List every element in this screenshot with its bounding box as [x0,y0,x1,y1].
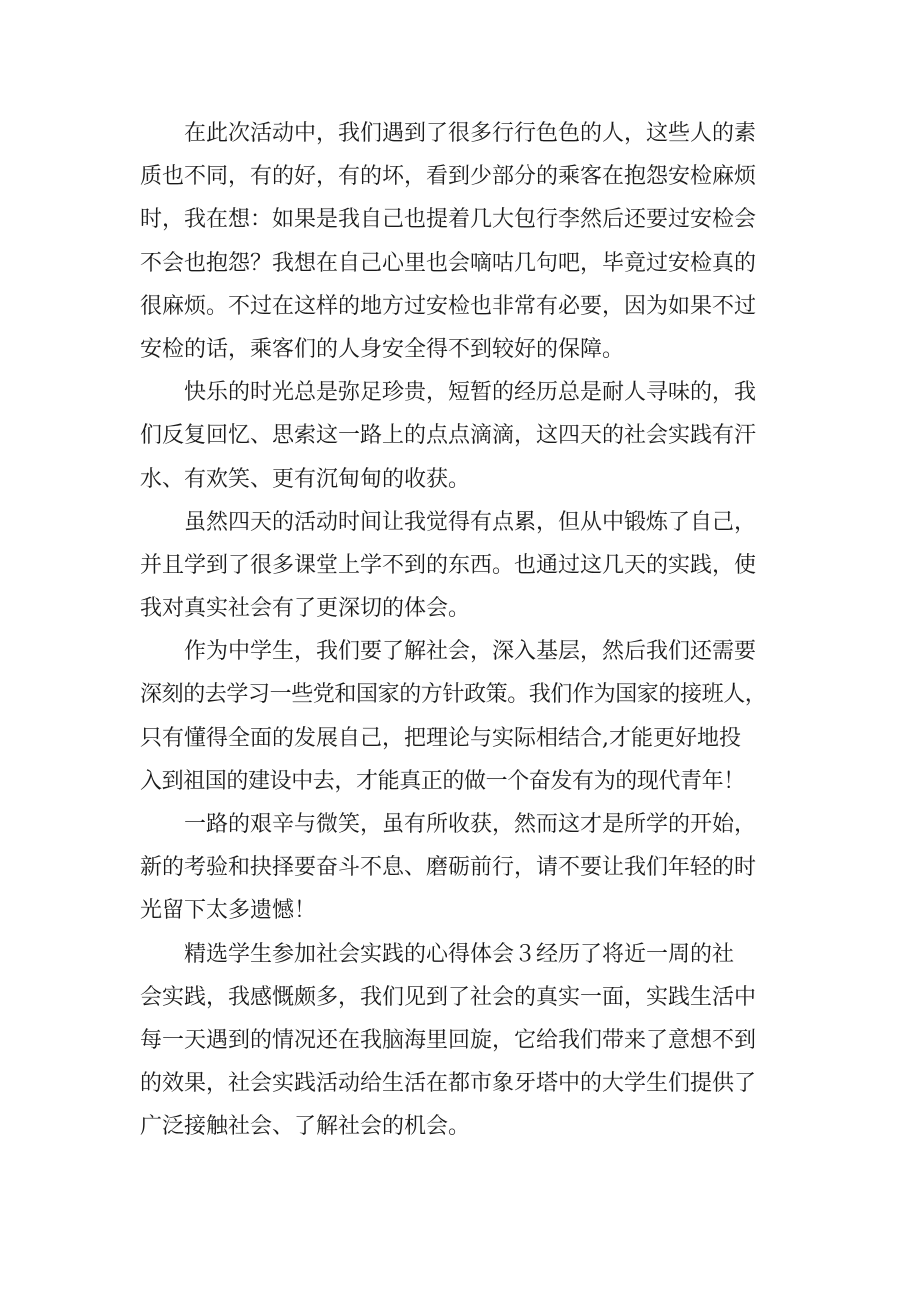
paragraph-1-line-3: 时，我在想：如果是我自己也提着几大包行李然后还要过安检会 [140,207,757,233]
paragraph-2-line-3: 水、有欢笑、更有沉甸甸的收获。 [140,466,471,492]
paragraph-2-line-2: 们反复回忆、思索这一路上的点点滴滴，这四天的社会实践有汗 [140,423,757,449]
paragraph-5-line-3: 光留下太多遗憾！ [140,898,317,924]
paragraph-6-line-4: 的效果，社会实践活动给生活在都市象牙塔中的大学生们提供了 [140,1071,757,1097]
paragraph-1-line-4: 不会也抱怨？我想在自己心里也会嘀咕几句吧，毕竟过安检真的 [140,250,757,276]
paragraph-5-line-1: 一路的艰辛与微笑，虽有所收获，然而这才是所学的开始， [184,812,757,837]
paragraph-3-line-2: 并且学到了很多课堂上学不到的东西。也通过这几天的实践，使 [140,552,757,578]
body-text [140,112,800,1149]
paragraph-1-line-2: 质也不同，有的好，有的坏，看到少部分的乘客在抱怨安检麻烦 [140,164,757,190]
paragraph-3-line-1: 虽然四天的活动时间让我觉得有点累，但从中锻炼了自己， [184,509,757,535]
paragraph-4-line-3: 只有懂得全面的发展自己，把理论与实际相结合,才能更好地投 [140,725,741,751]
paragraph-4-line-4: 入到祖国的建设中去，才能真正的做一个奋发有为的现代青年！ [140,768,745,794]
paragraph-6-line-1: 精选学生参加社会实践的心得体会３经历了将近一周的社 [184,941,735,967]
paragraph-6-line-5: 广泛接触社会、了解社会的机会。 [140,1114,471,1140]
paragraph-6-line-2: 会实践，我感慨颇多，我们见到了社会的真实一面，实践生活中 [140,984,757,1010]
paragraph-4-line-1: 作为中学生，我们要了解社会，深入基层，然后我们还需要 [184,639,757,665]
paragraph-5-line-2: 新的考验和抉择要奋斗不息、磨砺前行，请不要让我们年轻的时 [140,855,757,881]
paragraph-1-line-1: 在此次活动中，我们遇到了很多行行色色的人，这些人的素 [184,121,757,146]
paragraph-3-line-3: 我对真实社会有了更深切的体会。 [140,596,471,622]
paragraph-1-line-6: 安检的话，乘客们的人身安全得不到较好的保障。 [140,336,625,362]
paragraph-1-line-5: 很麻烦。不过在这样的地方过安检也非常有必要，因为如果不过 [140,293,757,319]
paragraph-4-line-2: 深刻的去学习一些党和国家的方针政策。我们作为国家的接班人， [140,682,767,708]
paragraph-6-line-3: 每一天遇到的情况还在我脑海里回旋，它给我们带来了意想不到 [140,1027,757,1053]
paragraph-2-line-1: 快乐的时光总是弥足珍贵，短暂的经历总是耐人寻味的，我 [184,380,757,406]
